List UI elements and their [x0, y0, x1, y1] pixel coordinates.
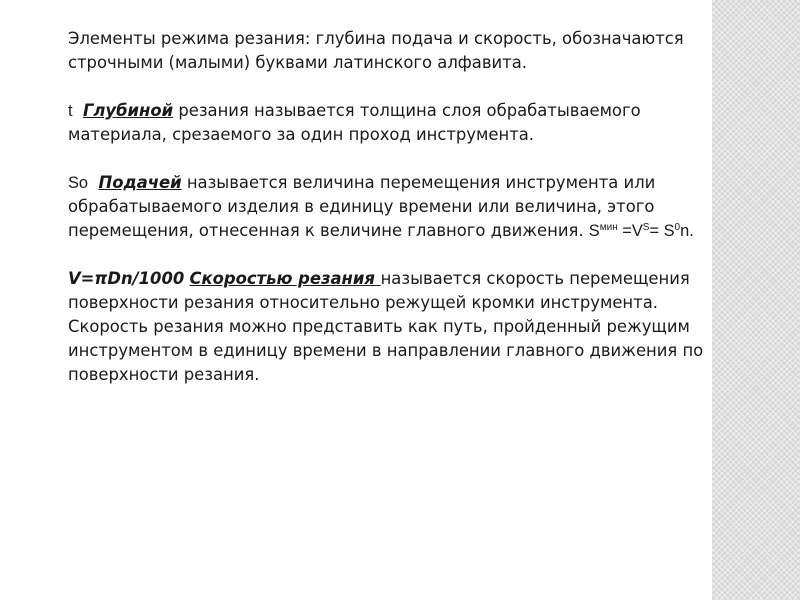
feed-paragraph	[68, 171, 708, 243]
formula-eq: = S	[649, 222, 675, 240]
decorative-side-band	[712, 0, 800, 600]
formula-sup-min: мин	[599, 222, 618, 233]
speed-term: Скоростью резания	[189, 269, 381, 288]
feed-term: Подачей	[98, 173, 182, 192]
formula-sup-s: S	[642, 222, 650, 233]
speed-paragraph	[68, 267, 708, 387]
speed-definition: называется скорость перемещения поверхности резания относительно режущей кромки инструмента. Скорость резания можно представить как путь, пройденный режущим инструментом в единицу времени в направлении главного движения по поверхности резания.	[68, 269, 704, 384]
formula-s: S	[588, 222, 600, 240]
feed-formula	[589, 222, 694, 240]
speed-formula: V=πDn/1000	[68, 269, 185, 288]
feed-symbol: So	[68, 174, 89, 192]
depth-paragraph	[68, 99, 708, 147]
slide-text-body	[68, 27, 708, 411]
depth-term: Глубиной	[82, 101, 174, 120]
feed-definition: называется величина перемещения инструмента или обрабатываемого изделия в единицу времени или величина, этого перемещения, отнесенная к величине главного движения.	[68, 173, 656, 240]
formula-end: n.	[680, 222, 694, 240]
formula-sup-zero: 0	[674, 222, 681, 233]
depth-definition: резания называется толщина слоя обрабатываемого материала, срезаемого за один проход инструмента.	[68, 101, 641, 144]
intro-paragraph: Элементы режима резания: глубина подача и скорость, обозначаются строчными (малыми) буквами латинского алфавита.	[68, 29, 684, 72]
depth-symbol: t	[68, 102, 73, 120]
formula-mid: =V	[617, 222, 643, 240]
